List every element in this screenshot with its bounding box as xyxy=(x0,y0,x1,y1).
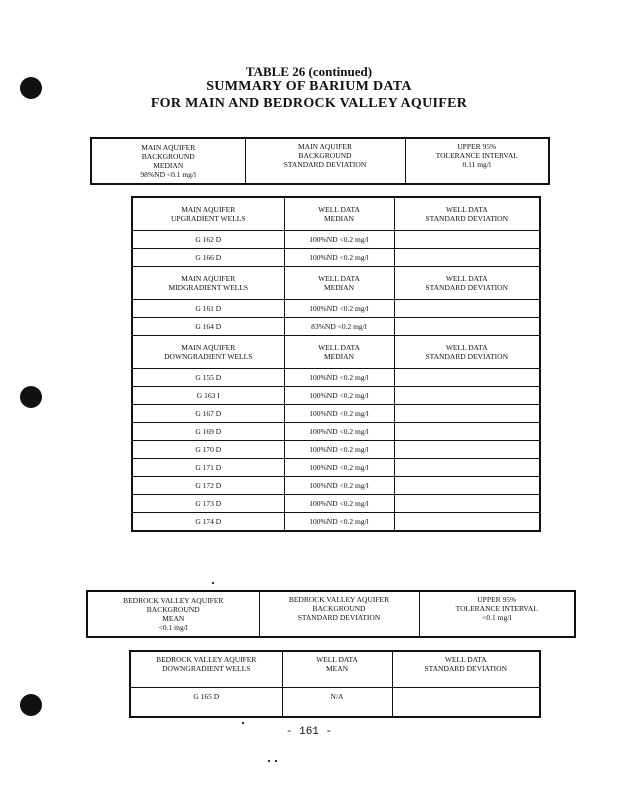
cell-line: BEDROCK VALLEY AQUIFER xyxy=(123,596,224,605)
cell-line: BACKGROUND xyxy=(141,152,195,161)
well-id: G 170 D xyxy=(132,441,284,459)
cell-line: MEAN xyxy=(162,614,185,623)
well-median: 100%ND <0.2 mg/l xyxy=(284,423,394,441)
cell-line: TOLERANCE INTERVAL xyxy=(435,151,518,160)
cell-line: UPPER 95% xyxy=(477,595,517,604)
bedrock-tolerance-cell xyxy=(419,591,575,637)
table-row xyxy=(132,513,540,532)
well-id: G 173 D xyxy=(132,495,284,513)
scan-speck xyxy=(275,760,277,762)
well-id: G 167 D xyxy=(132,405,284,423)
cell-line: MEDIAN xyxy=(153,161,184,170)
cell-line: BACKGROUND xyxy=(146,605,200,614)
well-id: G 163 I xyxy=(132,387,284,405)
header-cell xyxy=(392,651,540,688)
section-header-midgradient xyxy=(132,267,540,300)
section-header-bedrock-downgradient xyxy=(130,651,540,688)
bedrock-background-mean-cell xyxy=(87,591,259,637)
header-cell xyxy=(394,267,540,300)
section-header-downgradient xyxy=(132,336,540,369)
cell-line: BEDROCK VALLEY AQUIFER xyxy=(156,655,257,664)
cell-line: BACKGROUND xyxy=(298,151,352,160)
cell-line: MEDIAN xyxy=(324,352,354,361)
well-sd xyxy=(394,369,540,387)
well-id: G 155 D xyxy=(132,369,284,387)
well-median: 100%ND <0.2 mg/l xyxy=(284,477,394,495)
table-number: TABLE 26 (continued) xyxy=(245,64,373,79)
main-aquifer-summary-table xyxy=(90,137,550,185)
well-id: G 165 D xyxy=(130,688,282,718)
well-sd xyxy=(394,495,540,513)
well-id: G 171 D xyxy=(132,459,284,477)
cell-line: WELL DATA xyxy=(318,274,360,283)
well-id: G 174 D xyxy=(132,513,284,532)
cell-line: MAIN AQUIFER xyxy=(181,205,236,214)
well-sd xyxy=(394,387,540,405)
table-row xyxy=(132,387,540,405)
well-median: 100%ND <0.2 mg/l xyxy=(284,441,394,459)
well-id: G 161 D xyxy=(132,300,284,318)
table-row xyxy=(132,459,540,477)
main-background-sd-cell xyxy=(245,138,405,184)
well-sd xyxy=(394,459,540,477)
header-cell xyxy=(284,336,394,369)
header-cell xyxy=(132,336,284,369)
punch-hole-middle xyxy=(20,386,42,408)
well-sd xyxy=(394,405,540,423)
cell-line: STANDARD DEVIATION xyxy=(283,160,367,169)
cell-line: MEDIAN xyxy=(324,283,354,292)
well-sd xyxy=(394,513,540,532)
table-subtitle: FOR MAIN AND BEDROCK VALLEY AQUIFER xyxy=(150,96,468,111)
table-title: SUMMARY OF BARIUM DATA xyxy=(206,79,412,94)
cell-line: 0.11 mg/l xyxy=(462,160,491,169)
cell-line: BEDROCK VALLEY AQUIFER xyxy=(288,595,390,604)
well-median: 100%ND <0.2 mg/l xyxy=(284,513,394,532)
scan-speck xyxy=(242,722,244,724)
cell-line: WELL DATA xyxy=(445,205,488,214)
table-row xyxy=(132,477,540,495)
cell-line: WELL DATA xyxy=(318,343,360,352)
well-id: G 164 D xyxy=(132,318,284,336)
cell-line: STANDARD DEVIATION xyxy=(425,283,509,292)
well-median: 100%ND <0.2 mg/l xyxy=(284,231,394,249)
well-sd xyxy=(394,441,540,459)
header-cell xyxy=(284,267,394,300)
cell-line: DOWNGRADIENT WELLS xyxy=(164,352,253,361)
table-row xyxy=(132,441,540,459)
header-cell xyxy=(394,336,540,369)
table-row xyxy=(132,495,540,513)
cell-line: BACKGROUND xyxy=(312,604,366,613)
table-row xyxy=(132,231,540,249)
main-tolerance-cell xyxy=(405,138,549,184)
cell-line: <0.1 mg/l xyxy=(158,623,188,632)
page-number: - 161 - xyxy=(285,726,333,738)
cell-line: UPPER 95% xyxy=(457,142,497,151)
cell-line: WELL DATA xyxy=(445,274,488,283)
cell-line: MAIN AQUIFER xyxy=(141,143,196,152)
table-row xyxy=(132,249,540,267)
well-sd xyxy=(394,300,540,318)
cell-line: STANDARD DEVIATION xyxy=(424,664,508,673)
cell-line: WELL DATA xyxy=(444,655,487,664)
well-id: G 169 D xyxy=(132,423,284,441)
table-row xyxy=(132,318,540,336)
well-sd xyxy=(394,231,540,249)
cell-line: WELL DATA xyxy=(316,655,358,664)
cell-line: WELL DATA xyxy=(445,343,488,352)
well-median: 100%ND <0.2 mg/l xyxy=(284,387,394,405)
well-id: G 162 D xyxy=(132,231,284,249)
well-sd xyxy=(394,423,540,441)
well-sd xyxy=(394,477,540,495)
header-cell xyxy=(130,651,282,688)
table-row xyxy=(132,369,540,387)
well-sd xyxy=(394,249,540,267)
cell-line: MIDGRADIENT WELLS xyxy=(168,283,248,292)
bedrock-background-sd-cell xyxy=(259,591,419,637)
cell-line: <0.1 mg/l xyxy=(482,613,512,622)
well-sd xyxy=(392,688,540,718)
well-median: 100%ND <0.2 mg/l xyxy=(284,369,394,387)
well-sd xyxy=(394,318,540,336)
cell-line: STANDARD DEVIATION xyxy=(297,613,381,622)
cell-line: MEDIAN xyxy=(324,214,354,223)
header-cell xyxy=(394,197,540,231)
cell-line: MAIN AQUIFER xyxy=(181,274,236,283)
main-background-median-cell xyxy=(91,138,245,184)
scan-speck xyxy=(212,582,214,584)
cell-line: MEAN xyxy=(325,664,349,673)
well-median: 100%ND <0.2 mg/l xyxy=(284,495,394,513)
well-median: 100%ND <0.2 mg/l xyxy=(284,249,394,267)
section-header-upgradient xyxy=(132,197,540,231)
cell-line: TOLERANCE INTERVAL xyxy=(455,604,538,613)
header-cell xyxy=(132,267,284,300)
table-row xyxy=(132,423,540,441)
cell-line: STANDARD DEVIATION xyxy=(425,214,509,223)
table-row xyxy=(132,405,540,423)
cell-line: MAIN AQUIFER xyxy=(181,343,236,352)
header-cell xyxy=(282,651,392,688)
table-row xyxy=(130,688,540,718)
scan-speck xyxy=(268,760,270,762)
well-median: 83%ND <0.2 mg/l xyxy=(284,318,394,336)
bedrock-aquifer-wells-table xyxy=(129,650,541,718)
cell-line: DOWNGRADIENT WELLS xyxy=(162,664,251,673)
cell-line: WELL DATA xyxy=(318,205,360,214)
header-cell xyxy=(132,197,284,231)
well-median: 100%ND <0.2 mg/l xyxy=(284,459,394,477)
well-mean: N/A xyxy=(282,688,392,718)
cell-line: 98%ND <0.1 mg/l xyxy=(140,170,197,179)
main-aquifer-wells-table xyxy=(131,196,541,532)
well-median: 100%ND <0.2 mg/l xyxy=(284,300,394,318)
header-cell xyxy=(284,197,394,231)
table-row xyxy=(132,300,540,318)
well-median: 100%ND <0.2 mg/l xyxy=(284,405,394,423)
cell-line: STANDARD DEVIATION xyxy=(425,352,509,361)
cell-line: MAIN AQUIFER xyxy=(298,142,352,151)
cell-line: UPGRADIENT WELLS xyxy=(170,214,246,223)
punch-hole-bottom xyxy=(20,694,42,716)
well-id: G 166 D xyxy=(132,249,284,267)
bedrock-aquifer-summary-table xyxy=(86,590,576,638)
well-id: G 172 D xyxy=(132,477,284,495)
